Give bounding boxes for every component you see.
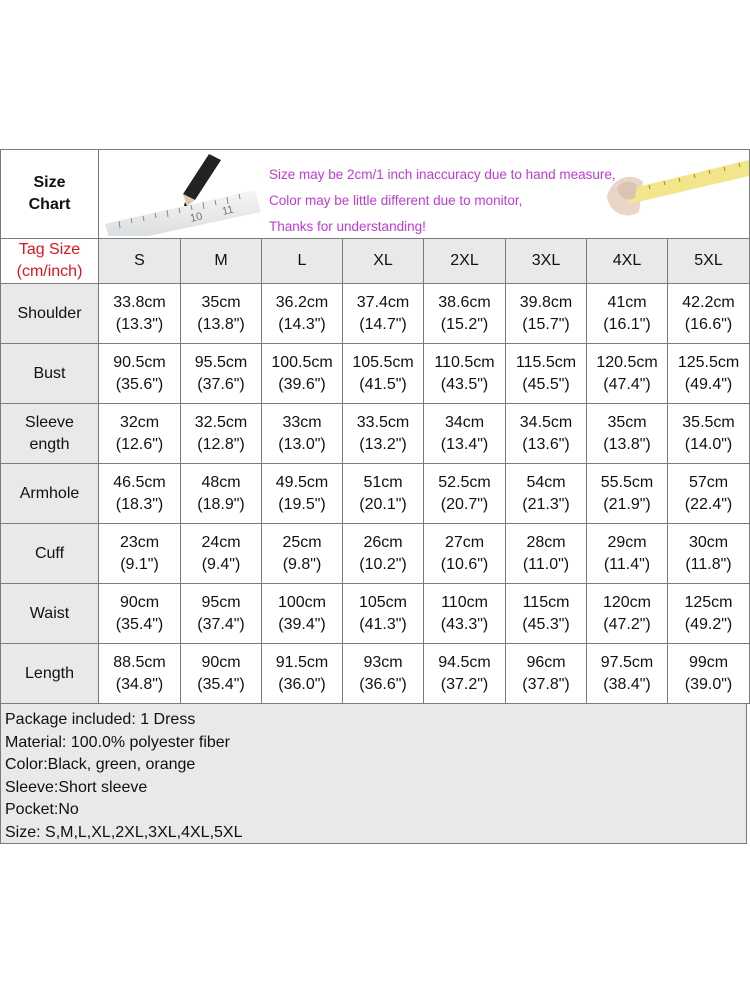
size-s-header: S [99,239,181,284]
inch-value: (39.6") [278,375,326,393]
cm-value: 35cm [607,413,647,431]
inch-value: (35.4") [197,675,245,693]
cm-value: 23cm [119,533,160,551]
measurement-cell [99,404,181,464]
measurement-cell [343,344,424,404]
measurement-cell [506,524,587,584]
inch-value: (13.6") [522,435,570,453]
measurement-cell [587,344,668,404]
inch-value: (11.0") [522,555,570,573]
info-pocket: Pocket:No [5,801,79,818]
size-3xl-header: 3XL [506,239,587,284]
measurement-cell [506,404,587,464]
inch-value: (13.3") [115,315,164,333]
measuring-tape-illustration [599,154,749,224]
measurement-cell [424,344,506,404]
measurement-cell [424,524,506,584]
row-label [1,644,99,704]
inch-value: (11.4") [603,555,651,573]
measurement-cell [262,644,343,704]
measurement-cell [343,404,424,464]
cm-value: 57cm [688,473,729,491]
cm-value: 100cm [277,593,327,611]
measurement-cell [181,644,262,704]
cm-value: 90cm [201,653,241,671]
cm-value: 32cm [119,413,160,431]
cm-value: 30cm [688,533,729,551]
cm-value: 35.5cm [682,413,735,431]
inch-value: (39.4") [278,615,326,633]
inch-value: (10.6") [440,555,489,573]
cm-value: 115.5cm [515,353,577,371]
measurement-cell [343,644,424,704]
cm-value: 27cm [444,533,485,551]
inch-value: (21.3") [522,495,570,513]
row-label-line: Shoulder [17,304,82,322]
measurement-cell [668,464,750,524]
measurement-cell [99,524,181,584]
measurement-row [1,344,750,404]
inch-value: (14.7") [359,315,407,333]
size-header-row [1,239,750,284]
tag-size-line-2: (cm/inch) [16,263,83,280]
inch-value: (9.4") [201,555,241,573]
title-line-1: Size [33,174,66,191]
inch-value: (9.1") [120,555,159,573]
inch-value: (39.0") [684,675,733,693]
measurement-cell [587,464,668,524]
measurement-cell [424,644,506,704]
inch-value: (37.6") [197,375,245,393]
inch-value: (11.8") [685,555,732,573]
measurement-cell [262,344,343,404]
inch-value: (36.6") [359,675,407,693]
measurement-cell [668,524,750,584]
inch-value: (35.4") [115,615,164,633]
cm-value: 93cm [363,653,403,671]
inch-value: (45.5") [522,375,570,393]
cm-value: 100.5cm [271,353,333,371]
cm-value: 115cm [522,593,570,611]
cm-value: 97.5cm [600,653,654,671]
size-5xl-header: 5XL [668,239,750,284]
info-material: Material: 100.0% polyester fiber [5,733,230,751]
inch-value: (41.3") [359,615,407,633]
cm-value: 48cm [201,473,241,491]
cm-value: 99cm [688,653,729,671]
cm-value: 88.5cm [113,653,166,671]
inch-value: (43.3") [440,615,489,633]
measurement-row [1,404,750,464]
cm-value: 51cm [363,473,403,491]
row-label-line: Length [25,664,74,682]
inch-value: (19.5") [278,495,326,513]
inch-value: (16.6") [684,315,733,333]
cm-value: 26cm [363,533,403,551]
tag-size-line-1: Tag Size [18,241,81,258]
size-m-header: M [181,239,262,284]
row-label [1,284,99,344]
measurement-cell [668,344,750,404]
measurement-cell [587,284,668,344]
cm-value: 37.4cm [356,293,410,311]
inch-value: (12.6") [115,435,164,453]
measurement-cell [181,284,262,344]
measurement-cell [506,644,587,704]
notice-text [269,162,616,239]
measurement-cell [181,464,262,524]
inch-value: (13.4") [440,435,489,453]
size-2xl-header: 2XL [424,239,506,284]
size-l-header: L [262,239,343,284]
measurement-cell [262,584,343,644]
inch-value: (13.8") [197,315,245,333]
inch-value: (13.0") [278,435,326,453]
row-label-line: ength [29,435,70,453]
inch-value: (47.4") [603,375,651,393]
measurement-cell [262,284,343,344]
measurement-cell [181,524,262,584]
inch-value: (15.2") [440,315,489,333]
size-4xl-header: 4XL [587,239,668,284]
cm-value: 91.5cm [275,653,329,671]
row-label-line: Waist [29,604,70,622]
cm-value: 33.5cm [356,413,410,431]
cm-value: 94.5cm [438,653,491,671]
cm-value: 120cm [602,593,652,611]
inch-value: (9.8") [282,555,322,573]
row-label [1,464,99,524]
measurement-row [1,644,750,704]
measurement-cell [262,464,343,524]
measurement-cell [424,284,506,344]
inch-value: (34.8") [115,675,164,693]
header-row [1,150,750,239]
row-label [1,524,99,584]
title-line-2: Chart [28,196,71,213]
measurement-cell [343,464,424,524]
measurement-cell [181,584,262,644]
size-xl-header: XL [343,239,424,284]
cm-value: 52.5cm [438,473,491,491]
notice-line-1: Size may be 2cm/1 inch inaccuracy due to hand measure, [269,167,616,182]
cm-value: 96cm [526,653,566,671]
inch-value: (47.2") [603,615,651,633]
cm-value: 29cm [607,533,647,551]
row-label [1,344,99,404]
measurement-cell [587,404,668,464]
cm-value: 105.5cm [352,353,414,371]
ruler-number-11: 11 [220,203,235,218]
info-sizes: Size: S,M,L,XL,2XL,3XL,4XL,5XL [5,823,243,841]
measurement-cell [99,644,181,704]
measurement-row [1,464,750,524]
measurement-cell [668,404,750,464]
measurement-row [1,584,750,644]
measurement-cell [99,464,181,524]
cm-value: 54cm [526,473,566,491]
measurement-rows [1,284,750,704]
inch-value: (36.0") [278,675,326,693]
cm-value: 55.5cm [600,473,654,491]
inch-value: (35.6") [115,375,164,393]
notice-banner [99,150,750,239]
cm-value: 39.8cm [519,293,573,311]
measurement-cell [262,524,343,584]
measurement-cell [181,344,262,404]
cm-value: 95.5cm [194,353,248,371]
info-color: Color:Black, green, orange [5,756,196,773]
cm-value: 46.5cm [113,473,166,491]
cm-value: 32.5cm [194,413,248,431]
cm-value: 34cm [444,413,485,431]
inch-value: (49.4") [684,375,733,393]
cm-value: 34.5cm [519,413,573,431]
cm-value: 25cm [282,533,322,551]
measurement-cell [587,644,668,704]
measurement-cell [587,584,668,644]
inch-value: (45.3") [522,615,570,633]
measurement-cell [262,404,343,464]
cm-value: 38.6cm [438,293,491,311]
measurement-cell [424,584,506,644]
ruler-number-10: 10 [188,210,204,225]
measurement-cell [668,584,750,644]
inch-value: (37.8") [522,675,570,693]
measurement-row [1,524,750,584]
measurement-cell [343,524,424,584]
row-label [1,584,99,644]
cm-value: 36.2cm [275,293,329,311]
measurement-cell [506,284,587,344]
measurement-cell [506,584,587,644]
inch-value: (18.3") [115,495,164,513]
product-info-box [0,704,747,844]
cm-value: 110cm [441,593,488,611]
inch-value: (22.4") [684,495,733,513]
inch-value: (10.2") [359,555,407,573]
measurement-cell [424,464,506,524]
cm-value: 42.2cm [682,293,735,311]
ruler-pencil-illustration [105,152,265,236]
cm-value: 90cm [119,593,160,611]
inch-value: (15.7") [522,315,570,333]
cm-value: 33cm [282,413,322,431]
tag-size-label [1,239,99,284]
row-label-line: Cuff [34,544,65,562]
notice-line-3: Thanks for understanding! [269,219,426,234]
measurement-cell [343,284,424,344]
cm-value: 125.5cm [677,353,740,371]
cm-value: 90.5cm [113,353,166,371]
measurement-cell [587,524,668,584]
measurement-row [1,284,750,344]
cm-value: 105cm [358,593,408,611]
cm-value: 28cm [526,533,566,551]
inch-value: (37.4") [197,615,245,633]
measurement-cell [668,284,750,344]
cm-value: 35cm [201,293,241,311]
inch-value: (13.2") [359,435,407,453]
cm-value: 125cm [684,593,733,611]
inch-value: (41.5") [359,375,407,393]
inch-value: (20.7") [440,495,489,513]
measurement-cell [668,644,750,704]
inch-value: (20.1") [359,495,407,513]
cm-value: 120.5cm [596,353,658,371]
row-label [1,404,99,464]
cm-value: 24cm [201,533,241,551]
measurement-cell [99,584,181,644]
inch-value: (16.1") [603,315,651,333]
measurement-cell [99,344,181,404]
row-label-line: Sleeve [25,413,74,431]
inch-value: (18.9") [197,495,245,513]
chart-title [1,150,99,239]
size-table [0,149,750,704]
cm-value: 110.5cm [434,353,495,371]
notice-line-2: Color may be little different due to monitor, [269,193,523,208]
info-package: Package included: 1 Dress [5,711,196,728]
cm-value: 49.5cm [275,473,329,491]
inch-value: (21.9") [603,495,651,513]
inch-value: (43.5") [440,375,489,393]
info-sleeve: Sleeve:Short sleeve [5,778,148,796]
measurement-cell [506,464,587,524]
inch-value: (14.3") [278,315,326,333]
cm-value: 95cm [201,593,241,611]
measurement-cell [343,584,424,644]
inch-value: (37.2") [440,675,489,693]
inch-value: (14.0") [684,435,733,453]
measurement-cell [424,404,506,464]
row-label-line: Armhole [19,484,80,502]
measurement-cell [506,344,587,404]
size-chart [0,149,749,844]
cm-value: 33.8cm [113,293,166,311]
inch-value: (49.2") [684,615,733,633]
inch-value: (12.8") [197,435,245,453]
measurement-cell [99,284,181,344]
inch-value: (38.4") [603,675,651,693]
measurement-cell [181,404,262,464]
inch-value: (13.8") [603,435,651,453]
row-label-line: Bust [33,364,66,382]
cm-value: 41cm [607,293,647,311]
